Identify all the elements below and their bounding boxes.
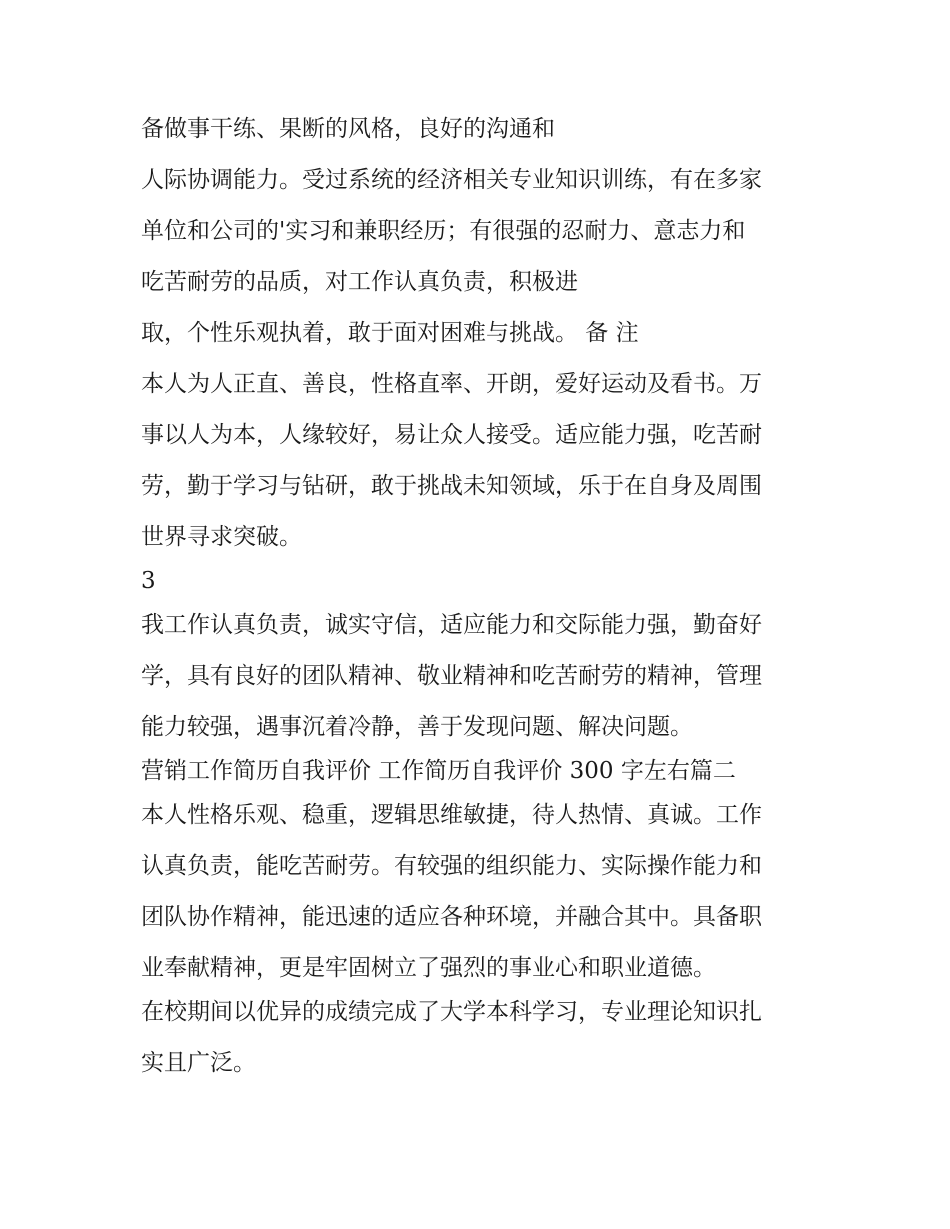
text-line: 吃苦耐劳的品质，对工作认真负责，积极进	[141, 269, 578, 295]
text-line: 认真负责，能吃苦耐劳。有较强的组织能力、实际操作能力和	[141, 853, 762, 879]
text-line: 备做事干练、果断的风格，良好的沟通和	[141, 116, 555, 142]
section-number: 3	[141, 568, 156, 594]
text-line: 在校期间以优异的成绩完成了大学本科学习，专业理论知识扎	[141, 999, 762, 1025]
text-line: 劳，勤于学习与钻研，敢于挑战未知领域，乐于在自身及周围	[141, 473, 762, 499]
text-line: 我工作认真负责，诚实守信，适应能力和交际能力强，勤奋好	[141, 612, 762, 638]
text-line: 实且广泛。	[141, 1050, 256, 1076]
text-line: 单位和公司的'实习和兼职经历；有很强的忍耐力、意志力和	[141, 218, 746, 244]
text-line: 世界寻求突破。	[141, 524, 302, 550]
text-line: 取，个性乐观执着，敢于面对困难与挑战。 备 注	[141, 320, 639, 346]
text-line: 事以人为本，人缘较好，易让众人接受。适应能力强，吃苦耐	[141, 422, 762, 448]
text-line: 人际协调能力。受过系统的经济相关专业知识训练，有在多家	[141, 167, 762, 193]
text-line: 本人性格乐观、稳重，逻辑思维敏捷，待人热情、真诚。工作	[141, 802, 762, 828]
text-line: 团队协作精神，能迅速的适应各种环境，并融合其中。具备职	[141, 904, 762, 930]
text-line: 本人为人正直、善良，性格直率、开朗，爱好运动及看书。万	[141, 371, 762, 397]
section-heading: 营销工作简历自我评价 工作简历自我评价 300 字左右篇二	[141, 758, 736, 784]
text-line: 业奉献精神，更是牢固树立了强烈的事业心和职业道德。	[141, 955, 716, 981]
text-line: 能力较强，遇事沉着冷静，善于发现问题、解决问题。	[141, 714, 693, 740]
body-text	[141, 112, 831, 1097]
text-line: 学，具有良好的团队精神、敬业精神和吃苦耐劳的精神，管理	[141, 663, 762, 689]
